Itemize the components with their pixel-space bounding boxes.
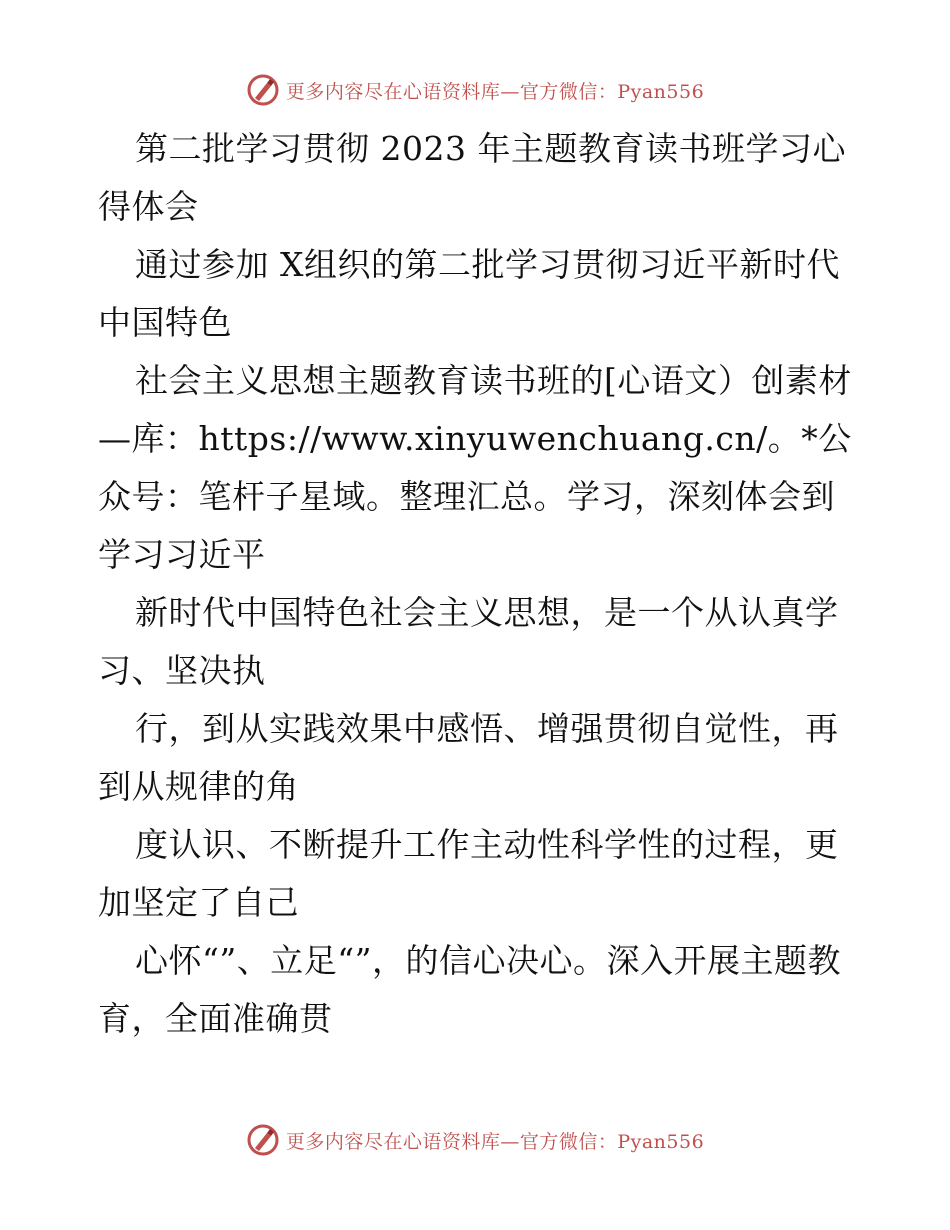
pen-logo-icon	[246, 1123, 280, 1157]
paragraph-5: 度认识、不断提升工作主动性科学性的过程，更加坚定了自己	[98, 825, 839, 922]
paragraph-6: 心怀“”、立足“”，的信心决心。深入开展主题教育，全面准确贯	[98, 941, 841, 1038]
pen-logo-icon	[246, 73, 280, 107]
header-banner	[0, 70, 950, 110]
document-body	[98, 120, 858, 1048]
paragraph-4: 行，到从实践效果中感悟、增强贯彻自觉性，再到从规律的角	[98, 709, 839, 806]
document-title: 第二批学习贯彻 2023 年主题教育读书班学习心得体会	[98, 129, 846, 226]
paragraph-3: 新时代中国特色社会主义思想，是一个从认真学习、坚决执	[98, 593, 839, 690]
footer-banner-text: 更多内容尽在心语资料库—官方微信：Pyan556	[285, 1130, 705, 1153]
paragraph-1: 通过参加 X组织的第二批学习贯彻习近平新时代中国特色	[98, 245, 840, 342]
paragraph-2: 社会主义思想主题教育读书班的[心语文）创素材—库：https://www.xinyuwenchuang.cn/。*公众号：笔杆子星域。整理汇总。学习，深刻体会到学习习近平	[98, 361, 852, 574]
header-banner-text: 更多内容尽在心语资料库—官方微信：Pyan556	[285, 80, 705, 103]
footer-banner	[0, 1120, 950, 1160]
